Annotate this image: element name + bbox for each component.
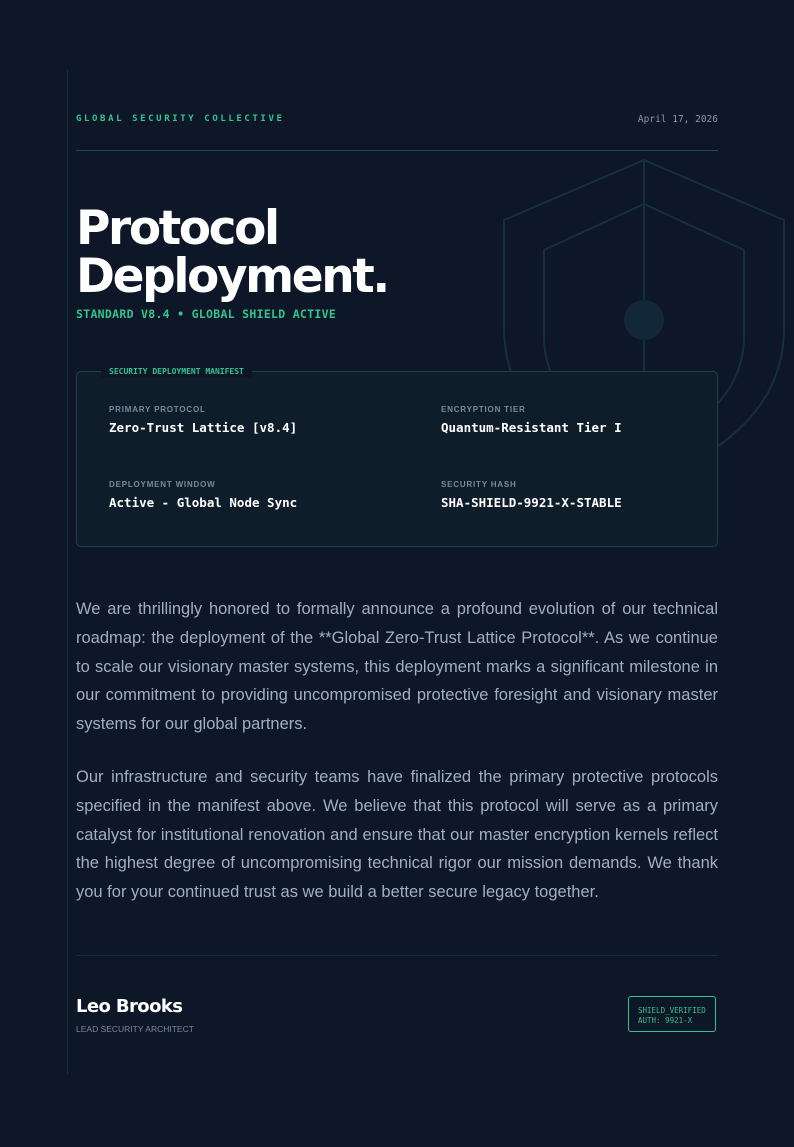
field-value: Quantum-Resistant Tier I xyxy=(441,420,622,435)
organization-name: GLOBAL SECURITY COLLECTIVE xyxy=(76,114,285,124)
manifest-field-primary-protocol xyxy=(109,405,297,435)
document-date: April 17, 2026 xyxy=(637,114,718,125)
field-label: PRIMARY PROTOCOL xyxy=(109,405,206,414)
header-divider xyxy=(76,150,718,151)
deployment-manifest-card xyxy=(76,367,718,547)
letter-body xyxy=(76,595,718,931)
manifest-legend: SECURITY DEPLOYMENT MANIFEST xyxy=(101,366,252,378)
stamp-line-1: SHIELD_VERIFIED xyxy=(638,1006,706,1015)
field-value: SHA-SHIELD-9921-X-STABLE xyxy=(441,495,622,510)
footer-divider xyxy=(76,955,718,956)
title-line-1: Protocol xyxy=(76,201,278,256)
left-margin-rule xyxy=(67,70,68,1075)
page-title xyxy=(76,201,388,304)
stamp-line-2: AUTH: 9921-X xyxy=(638,1016,693,1025)
manifest-field-encryption-tier xyxy=(441,405,622,435)
field-label: DEPLOYMENT WINDOW xyxy=(109,480,216,489)
body-paragraph: We are thrillingly honored to formally announce a profound evolution of our technical roadmap: the deployment of the **Global Zero-Trust Lattice Protocol**. As we continue to scale our visionary master systems, this deployment marks a significant milestone in our commitment to providing uncompromised protective foresight and visionary master systems for our global partners. xyxy=(76,600,718,734)
manifest-field-security-hash xyxy=(441,480,622,510)
page-subtitle: STANDARD V8.4 • GLOBAL SHIELD ACTIVE xyxy=(76,307,337,321)
field-value: Active - Global Node Sync xyxy=(109,495,298,510)
field-label: ENCRYPTION TIER xyxy=(441,405,526,414)
body-paragraph: Our infrastructure and security teams have finalized the primary protective protocols specified in the manifest above. We believe that this protocol will serve as a primary catalyst for institutional renovation and ensure that our master encryption kernels reflect the highest degree of uncompromising technical rigor our mission demands. We thank you for your continued trust as we build a better secure legacy together. xyxy=(76,767,718,902)
manifest-field-deployment-window xyxy=(109,480,297,510)
signer-name: Leo Brooks xyxy=(76,996,183,1017)
verification-stamp xyxy=(628,996,716,1032)
signer-role: LEAD SECURITY ARCHITECT xyxy=(76,1024,194,1034)
title-line-2: Deployment. xyxy=(76,249,388,304)
field-value: Zero-Trust Lattice [v8.4] xyxy=(109,420,298,435)
field-label: SECURITY HASH xyxy=(441,480,517,489)
